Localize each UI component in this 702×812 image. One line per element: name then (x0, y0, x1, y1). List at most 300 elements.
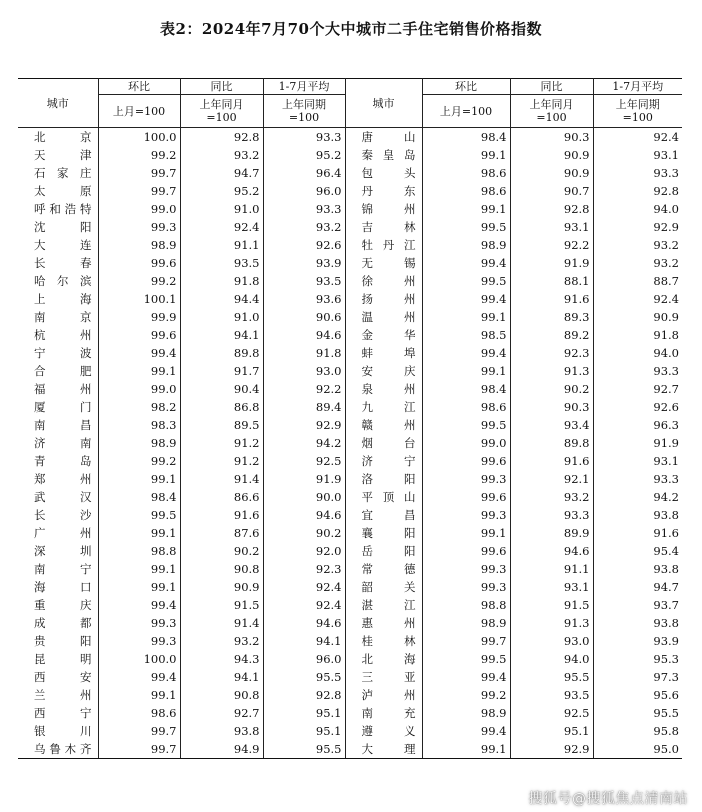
left-yoy-cell: 90.8 (180, 560, 263, 578)
right-ytd-cell: 94.2 (593, 488, 682, 506)
header-yoy-base-line1: 上年同月 (199, 98, 244, 111)
table-row (18, 596, 682, 614)
left-ytd-cell: 93.0 (263, 362, 345, 380)
right-city-cell: 三亚 (345, 668, 422, 686)
right-ytd-cell: 91.8 (593, 326, 682, 344)
right-mom-cell: 99.1 (422, 308, 510, 326)
right-ytd-cell: 93.1 (593, 146, 682, 164)
left-yoy-cell: 91.6 (180, 506, 263, 524)
table-row (18, 524, 682, 542)
left-mom-cell: 98.2 (98, 398, 180, 416)
right-mom-cell: 98.6 (422, 398, 510, 416)
left-yoy-cell: 91.8 (180, 272, 263, 290)
right-mom-cell: 99.1 (422, 524, 510, 542)
right-yoy-cell: 90.9 (510, 146, 593, 164)
right-city-cell: 徐州 (345, 272, 422, 290)
right-city-cell: 丹东 (345, 182, 422, 200)
left-yoy-cell: 90.9 (180, 578, 263, 596)
right-yoy-cell: 93.1 (510, 218, 593, 236)
left-yoy-cell: 91.5 (180, 596, 263, 614)
right-yoy-cell: 93.4 (510, 416, 593, 434)
table-row (18, 668, 682, 686)
right-city-cell: 洛阳 (345, 470, 422, 488)
right-city-cell: 济宁 (345, 452, 422, 470)
left-city-cell: 兰州 (34, 688, 92, 702)
right-ytd-cell: 94.7 (593, 578, 682, 596)
right-yoy-cell: 92.1 (510, 470, 593, 488)
right-mom-cell: 99.6 (422, 488, 510, 506)
header-mom-right: 环比 (422, 79, 510, 95)
left-mom-cell: 99.2 (98, 272, 180, 290)
header-ytd-base-line2: =100 (622, 111, 653, 124)
right-city-cell: 包头 (345, 164, 422, 182)
left-yoy-cell: 95.2 (180, 182, 263, 200)
right-city-cell: 九江 (345, 398, 422, 416)
table-row (18, 704, 682, 722)
left-city-cell: 西安 (34, 670, 92, 684)
right-ytd-cell: 92.7 (593, 380, 682, 398)
left-ytd-cell: 93.3 (263, 200, 345, 218)
right-city-cell: 牡丹江 (345, 236, 422, 254)
right-city-cell: 吉林 (345, 218, 422, 236)
right-yoy-cell: 91.6 (510, 452, 593, 470)
watermark: 搜狐号@搜狐焦点清南站 (528, 791, 688, 807)
right-mom-cell: 99.4 (422, 668, 510, 686)
left-city-cell: 成都 (34, 616, 92, 630)
table-row (18, 740, 682, 759)
right-yoy-cell: 88.1 (510, 272, 593, 290)
right-mom-cell: 99.6 (422, 542, 510, 560)
right-mom-cell: 98.5 (422, 326, 510, 344)
right-mom-cell: 99.3 (422, 470, 510, 488)
right-mom-cell: 99.1 (422, 362, 510, 380)
left-city-cell: 长春 (34, 256, 92, 270)
table-row (18, 488, 682, 506)
left-mom-cell: 99.0 (98, 380, 180, 398)
header-yoy-base-line1: 上年同月 (529, 98, 574, 111)
right-ytd-cell: 93.1 (593, 452, 682, 470)
left-ytd-cell: 92.0 (263, 542, 345, 560)
right-yoy-cell: 90.7 (510, 182, 593, 200)
left-yoy-cell: 90.4 (180, 380, 263, 398)
header-ytd-base-left (263, 95, 345, 128)
right-city-cell: 常德 (345, 560, 422, 578)
right-mom-cell: 99.0 (422, 434, 510, 452)
right-city-cell: 遵义 (345, 722, 422, 740)
left-mom-cell: 98.3 (98, 416, 180, 434)
right-yoy-cell: 91.5 (510, 596, 593, 614)
right-yoy-cell: 92.9 (510, 740, 593, 759)
table-row (18, 362, 682, 380)
table-row (18, 686, 682, 704)
right-yoy-cell: 89.9 (510, 524, 593, 542)
table-row (18, 380, 682, 398)
right-yoy-cell: 92.2 (510, 236, 593, 254)
left-yoy-cell: 94.9 (180, 740, 263, 759)
left-city-cell: 广州 (34, 526, 92, 540)
left-mom-cell: 100.0 (98, 128, 180, 147)
left-city-cell: 上海 (34, 292, 92, 306)
header-yoy-left: 同比 (180, 79, 263, 95)
left-ytd-cell: 93.5 (263, 272, 345, 290)
left-city-cell: 厦门 (34, 400, 92, 414)
left-ytd-cell: 92.3 (263, 560, 345, 578)
left-mom-cell: 99.1 (98, 470, 180, 488)
left-city-cell: 沈阳 (34, 220, 92, 234)
table-row (18, 578, 682, 596)
right-city-cell: 南充 (345, 704, 422, 722)
left-mom-cell: 99.7 (98, 740, 180, 759)
right-city-cell: 锦州 (345, 200, 422, 218)
right-yoy-cell: 93.2 (510, 488, 593, 506)
table-row (18, 128, 682, 147)
left-city-cell: 深圳 (34, 544, 92, 558)
right-mom-cell: 99.1 (422, 146, 510, 164)
right-ytd-cell: 92.6 (593, 398, 682, 416)
right-city-cell: 泸州 (345, 686, 422, 704)
right-ytd-cell: 95.4 (593, 542, 682, 560)
left-yoy-cell: 92.7 (180, 704, 263, 722)
right-yoy-cell: 91.3 (510, 614, 593, 632)
right-mom-cell: 99.1 (422, 200, 510, 218)
right-yoy-cell: 90.3 (510, 398, 593, 416)
left-mom-cell: 100.1 (98, 290, 180, 308)
left-ytd-cell: 92.6 (263, 236, 345, 254)
left-city-cell: 银川 (34, 724, 92, 738)
right-mom-cell: 99.7 (422, 632, 510, 650)
left-mom-cell: 99.5 (98, 506, 180, 524)
left-yoy-cell: 87.6 (180, 524, 263, 542)
table-row (18, 164, 682, 182)
table-body (18, 128, 682, 759)
header-ytd-base-line2: =100 (288, 111, 320, 124)
right-ytd-cell: 94.0 (593, 200, 682, 218)
right-city-cell: 泉州 (345, 380, 422, 398)
left-ytd-cell: 92.2 (263, 380, 345, 398)
left-yoy-cell: 90.2 (180, 542, 263, 560)
right-ytd-cell: 95.3 (593, 650, 682, 668)
left-mom-cell: 98.8 (98, 542, 180, 560)
right-yoy-cell: 89.8 (510, 434, 593, 452)
right-yoy-cell: 94.0 (510, 650, 593, 668)
right-mom-cell: 98.4 (422, 380, 510, 398)
left-city-cell: 武汉 (34, 490, 92, 504)
left-yoy-cell: 93.2 (180, 632, 263, 650)
right-ytd-cell: 95.0 (593, 740, 682, 759)
right-ytd-cell: 91.6 (593, 524, 682, 542)
left-yoy-cell: 94.4 (180, 290, 263, 308)
right-city-cell: 唐山 (345, 128, 422, 147)
left-ytd-cell: 91.8 (263, 344, 345, 362)
left-ytd-cell: 95.1 (263, 722, 345, 740)
left-mom-cell: 99.1 (98, 578, 180, 596)
left-ytd-cell: 93.9 (263, 254, 345, 272)
table-row (18, 272, 682, 290)
right-city-cell: 金华 (345, 326, 422, 344)
right-mom-cell: 99.5 (422, 416, 510, 434)
left-ytd-cell: 93.3 (263, 128, 345, 147)
left-ytd-cell: 92.5 (263, 452, 345, 470)
left-yoy-cell: 90.8 (180, 686, 263, 704)
right-city-cell: 平顶山 (345, 488, 422, 506)
left-mom-cell: 99.1 (98, 524, 180, 542)
left-ytd-cell: 95.2 (263, 146, 345, 164)
right-ytd-cell: 93.7 (593, 596, 682, 614)
right-yoy-cell: 93.3 (510, 506, 593, 524)
right-city-cell: 韶关 (345, 578, 422, 596)
left-mom-cell: 99.6 (98, 326, 180, 344)
left-city-cell: 南京 (34, 310, 92, 324)
left-mom-cell: 100.0 (98, 650, 180, 668)
left-ytd-cell: 95.1 (263, 704, 345, 722)
right-ytd-cell: 93.2 (593, 236, 682, 254)
right-ytd-cell: 95.8 (593, 722, 682, 740)
left-mom-cell: 98.9 (98, 236, 180, 254)
right-city-cell: 湛江 (345, 596, 422, 614)
left-city-cell: 南宁 (34, 562, 92, 576)
right-ytd-cell: 88.7 (593, 272, 682, 290)
left-yoy-cell: 92.8 (180, 128, 263, 147)
right-city-cell: 惠州 (345, 614, 422, 632)
right-yoy-cell: 91.1 (510, 560, 593, 578)
table-row (18, 506, 682, 524)
left-yoy-cell: 94.7 (180, 164, 263, 182)
left-city-cell: 乌鲁木齐 (18, 740, 98, 759)
right-yoy-cell: 95.1 (510, 722, 593, 740)
right-yoy-cell: 92.5 (510, 704, 593, 722)
right-ytd-cell: 93.8 (593, 614, 682, 632)
left-city-cell: 石家庄 (34, 166, 92, 180)
right-yoy-cell: 91.6 (510, 290, 593, 308)
header-ytd-base-line1: 上年同期 (282, 98, 326, 111)
left-mom-cell: 99.9 (98, 308, 180, 326)
right-yoy-cell: 89.2 (510, 326, 593, 344)
header-ytd-base-line1: 上年同期 (615, 98, 660, 111)
left-mom-cell: 98.6 (98, 704, 180, 722)
right-city-cell: 无锡 (345, 254, 422, 272)
left-city-cell: 宁波 (34, 346, 92, 360)
left-city-cell: 济南 (34, 436, 92, 450)
right-ytd-cell: 92.4 (593, 128, 682, 147)
left-ytd-cell: 96.0 (263, 650, 345, 668)
left-city-cell: 合肥 (34, 364, 92, 378)
right-mom-cell: 98.6 (422, 164, 510, 182)
left-ytd-cell: 92.8 (263, 686, 345, 704)
right-yoy-cell: 94.6 (510, 542, 593, 560)
right-mom-cell: 98.9 (422, 614, 510, 632)
left-mom-cell: 99.2 (98, 452, 180, 470)
left-yoy-cell: 92.4 (180, 218, 263, 236)
left-yoy-cell: 94.3 (180, 650, 263, 668)
right-mom-cell: 99.6 (422, 452, 510, 470)
left-yoy-cell: 91.2 (180, 434, 263, 452)
right-mom-cell: 99.4 (422, 722, 510, 740)
table-row (18, 434, 682, 452)
left-ytd-cell: 90.6 (263, 308, 345, 326)
right-mom-cell: 98.8 (422, 596, 510, 614)
right-ytd-cell: 93.2 (593, 254, 682, 272)
right-city-cell: 温州 (345, 308, 422, 326)
left-city-cell: 北京 (34, 130, 92, 144)
table-row (18, 344, 682, 362)
left-mom-cell: 99.4 (98, 668, 180, 686)
left-mom-cell: 99.3 (98, 218, 180, 236)
left-yoy-cell: 91.0 (180, 200, 263, 218)
left-city-cell: 南昌 (34, 418, 92, 432)
left-ytd-cell: 91.9 (263, 470, 345, 488)
right-city-cell: 宜昌 (345, 506, 422, 524)
right-yoy-cell: 93.1 (510, 578, 593, 596)
header-yoy-base-line2: =100 (536, 111, 567, 124)
right-mom-cell: 99.3 (422, 506, 510, 524)
left-yoy-cell: 89.8 (180, 344, 263, 362)
left-ytd-cell: 93.6 (263, 290, 345, 308)
right-ytd-cell: 97.3 (593, 668, 682, 686)
left-yoy-cell: 93.8 (180, 722, 263, 740)
table-row (18, 416, 682, 434)
right-yoy-cell: 91.9 (510, 254, 593, 272)
right-ytd-cell: 95.6 (593, 686, 682, 704)
right-yoy-cell: 89.3 (510, 308, 593, 326)
left-ytd-cell: 94.2 (263, 434, 345, 452)
right-mom-cell: 98.9 (422, 236, 510, 254)
table-row (18, 398, 682, 416)
right-yoy-cell: 91.3 (510, 362, 593, 380)
header-yoy-base-right (510, 95, 593, 128)
right-mom-cell: 99.3 (422, 578, 510, 596)
right-ytd-cell: 93.8 (593, 560, 682, 578)
header-mom-base-right: 上月=100 (422, 95, 510, 128)
left-yoy-cell: 91.4 (180, 614, 263, 632)
table-row (18, 632, 682, 650)
left-yoy-cell: 93.5 (180, 254, 263, 272)
table-row (18, 650, 682, 668)
table-row (18, 236, 682, 254)
left-yoy-cell: 91.4 (180, 470, 263, 488)
table-row (18, 218, 682, 236)
right-city-cell: 安庆 (345, 362, 422, 380)
table-row (18, 182, 682, 200)
left-yoy-cell: 89.5 (180, 416, 263, 434)
left-mom-cell: 99.4 (98, 596, 180, 614)
left-mom-cell: 99.1 (98, 686, 180, 704)
left-city-cell: 长沙 (34, 508, 92, 522)
left-mom-cell: 98.9 (98, 434, 180, 452)
right-ytd-cell: 93.3 (593, 164, 682, 182)
left-ytd-cell: 96.0 (263, 182, 345, 200)
left-city-cell: 青岛 (34, 454, 92, 468)
header-yoy-right: 同比 (510, 79, 593, 95)
right-mom-cell: 99.4 (422, 344, 510, 362)
right-yoy-cell: 90.2 (510, 380, 593, 398)
right-city-cell: 桂林 (345, 632, 422, 650)
table-row (18, 452, 682, 470)
right-city-cell: 襄阳 (345, 524, 422, 542)
right-mom-cell: 99.5 (422, 272, 510, 290)
right-mom-cell: 99.1 (422, 740, 510, 759)
left-ytd-cell: 94.1 (263, 632, 345, 650)
header-yoy-base-line2: =100 (206, 111, 237, 124)
right-yoy-cell: 90.3 (510, 128, 593, 147)
right-ytd-cell: 92.9 (593, 218, 682, 236)
header-yoy-base-left (180, 95, 263, 128)
right-ytd-cell: 93.8 (593, 506, 682, 524)
left-ytd-cell: 90.0 (263, 488, 345, 506)
header-city-right: 城市 (345, 79, 422, 128)
left-city-cell: 贵阳 (34, 634, 92, 648)
left-yoy-cell: 91.0 (180, 308, 263, 326)
left-mom-cell: 99.7 (98, 164, 180, 182)
header-mom-left: 环比 (98, 79, 180, 95)
left-mom-cell: 99.2 (98, 146, 180, 164)
left-ytd-cell: 93.2 (263, 218, 345, 236)
table-row (18, 200, 682, 218)
left-mom-cell: 99.6 (98, 254, 180, 272)
right-city-cell: 岳阳 (345, 542, 422, 560)
left-mom-cell: 98.4 (98, 488, 180, 506)
right-mom-cell: 98.6 (422, 182, 510, 200)
header-ytd-base-right (593, 95, 682, 128)
right-mom-cell: 99.4 (422, 290, 510, 308)
left-city-cell: 昆明 (34, 652, 92, 666)
left-city-cell: 重庆 (34, 598, 92, 612)
right-city-cell: 北海 (345, 650, 422, 668)
left-city-cell: 呼和浩特 (34, 202, 92, 216)
table-row (18, 146, 682, 164)
left-ytd-cell: 90.2 (263, 524, 345, 542)
left-mom-cell: 99.3 (98, 614, 180, 632)
left-yoy-cell: 93.2 (180, 146, 263, 164)
right-ytd-cell: 90.9 (593, 308, 682, 326)
left-yoy-cell: 91.7 (180, 362, 263, 380)
left-ytd-cell: 92.4 (263, 578, 345, 596)
left-city-cell: 西宁 (34, 706, 92, 720)
table-row (18, 290, 682, 308)
right-mom-cell: 99.5 (422, 650, 510, 668)
left-city-cell: 海口 (34, 580, 92, 594)
left-yoy-cell: 86.6 (180, 488, 263, 506)
table-row (18, 326, 682, 344)
right-yoy-cell: 90.9 (510, 164, 593, 182)
left-mom-cell: 99.1 (98, 560, 180, 578)
right-mom-cell: 98.4 (422, 128, 510, 147)
right-ytd-cell: 92.8 (593, 182, 682, 200)
table-row (18, 560, 682, 578)
left-mom-cell: 99.4 (98, 344, 180, 362)
right-mom-cell: 99.5 (422, 218, 510, 236)
left-city-cell: 天津 (34, 148, 92, 162)
left-city-cell: 杭州 (34, 328, 92, 342)
right-city-cell: 赣州 (345, 416, 422, 434)
right-yoy-cell: 92.8 (510, 200, 593, 218)
left-ytd-cell: 95.5 (263, 668, 345, 686)
price-index-table (18, 78, 682, 759)
right-ytd-cell: 96.3 (593, 416, 682, 434)
right-ytd-cell: 92.4 (593, 290, 682, 308)
right-city-cell: 蚌埠 (345, 344, 422, 362)
table-row (18, 722, 682, 740)
left-ytd-cell: 92.4 (263, 596, 345, 614)
left-yoy-cell: 94.1 (180, 668, 263, 686)
left-city-cell: 郑州 (34, 472, 92, 486)
left-city-cell: 哈尔滨 (34, 274, 92, 288)
right-ytd-cell: 91.9 (593, 434, 682, 452)
left-ytd-cell: 94.6 (263, 614, 345, 632)
left-mom-cell: 99.3 (98, 632, 180, 650)
right-mom-cell: 99.4 (422, 254, 510, 272)
right-yoy-cell: 95.5 (510, 668, 593, 686)
left-yoy-cell: 91.1 (180, 236, 263, 254)
